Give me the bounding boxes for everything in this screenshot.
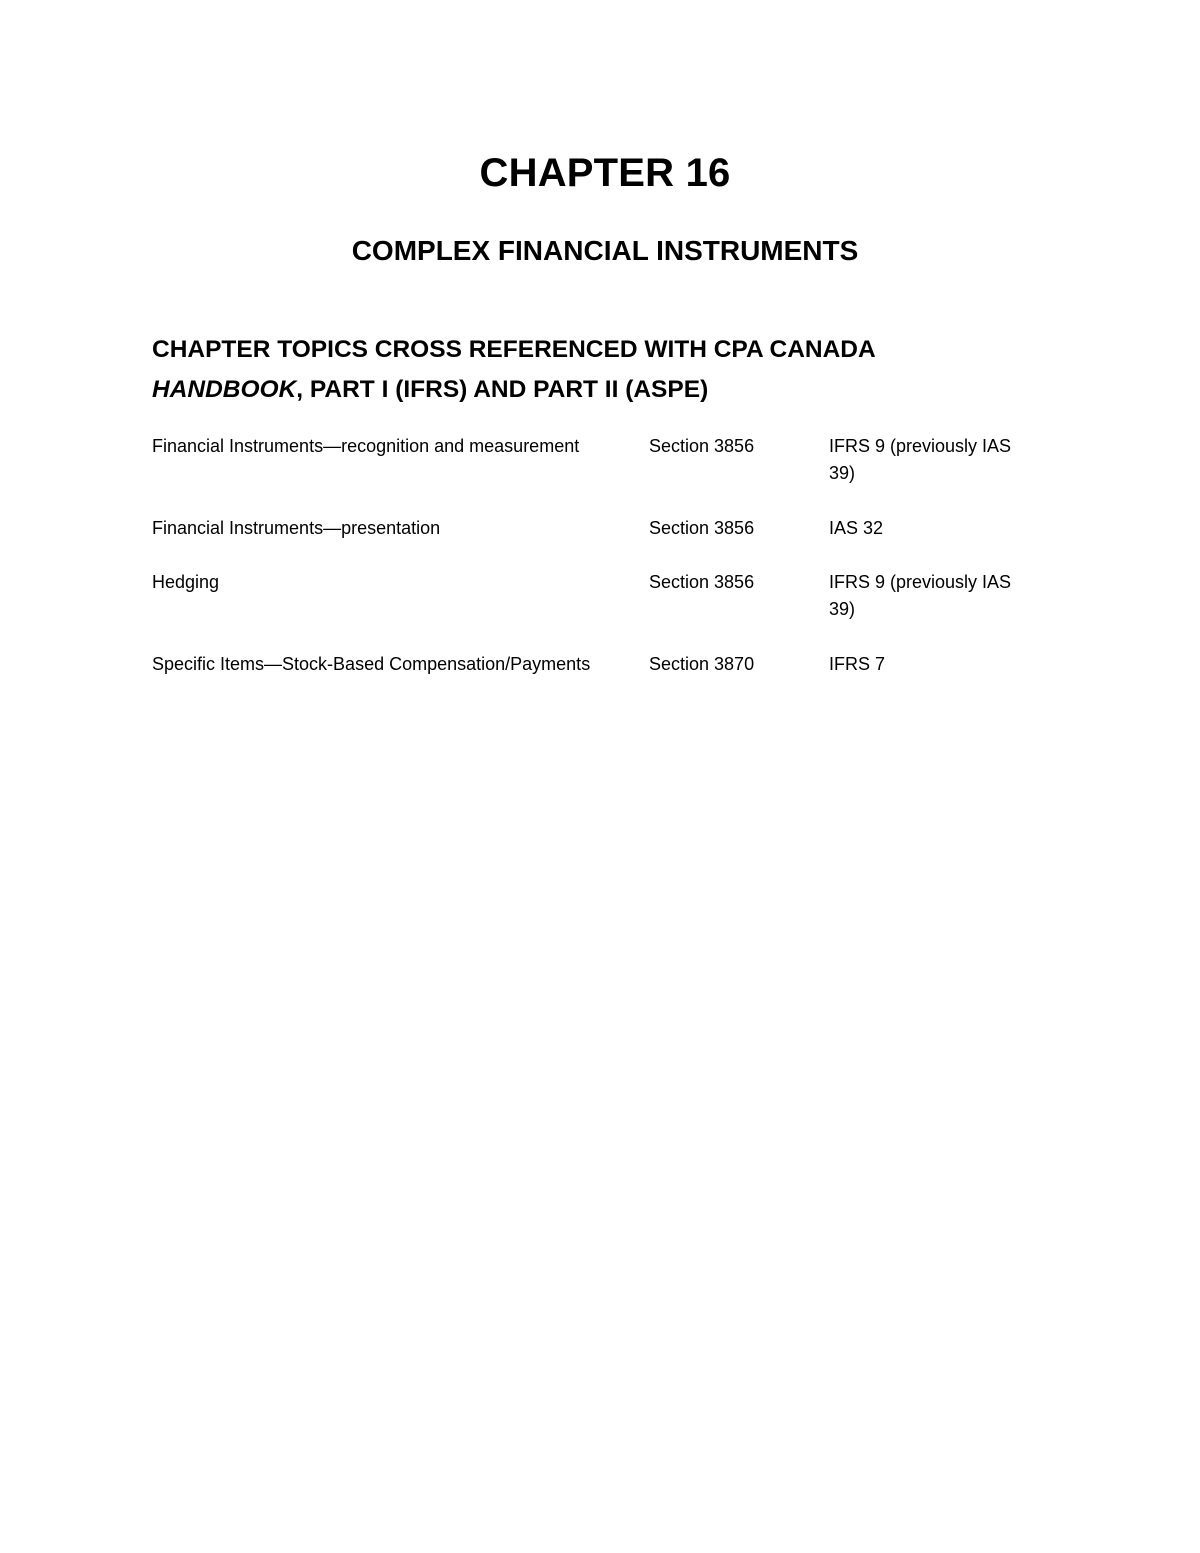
topic-row [152,433,1052,515]
aspe-reference: Section 3856 [649,572,755,592]
section-heading [152,330,1052,410]
section-heading-line1: CHAPTER TOPICS CROSS REFERENCED WITH CPA CANADA [152,336,876,363]
chapter-title: COMPLEX FINANCIAL INSTRUMENTS [351,235,859,266]
topic-row [152,515,1052,569]
topic-name: Specific Items—Stock-Based Compensation/Payments [152,654,591,674]
chapter-number: CHAPTER 16 [479,151,731,195]
aspe-reference: Section 3856 [649,436,755,456]
topic-name: Financial Instruments—recognition and measurement [152,436,580,456]
ifrs-reference: IAS 32 [829,518,884,538]
ifrs-reference: IFRS 9 (previously IAS 39) [829,436,1012,483]
topics-cross-reference-table [152,433,1052,711]
section-heading-line2-rest: , PART I (IFRS) AND PART II (ASPE) [296,376,709,403]
handbook-italic: HANDBOOK [152,376,297,403]
aspe-reference: Section 3856 [649,518,755,538]
section-heading-line2 [152,370,1052,410]
ifrs-reference: IFRS 7 [829,654,886,674]
aspe-reference: Section 3870 [649,654,755,674]
topic-name: Hedging [152,572,220,592]
topic-name: Financial Instruments—presentation [152,518,441,538]
topic-row [152,569,1052,651]
topic-row [152,651,1052,711]
ifrs-reference: IFRS 9 (previously IAS 39) [829,572,1012,619]
